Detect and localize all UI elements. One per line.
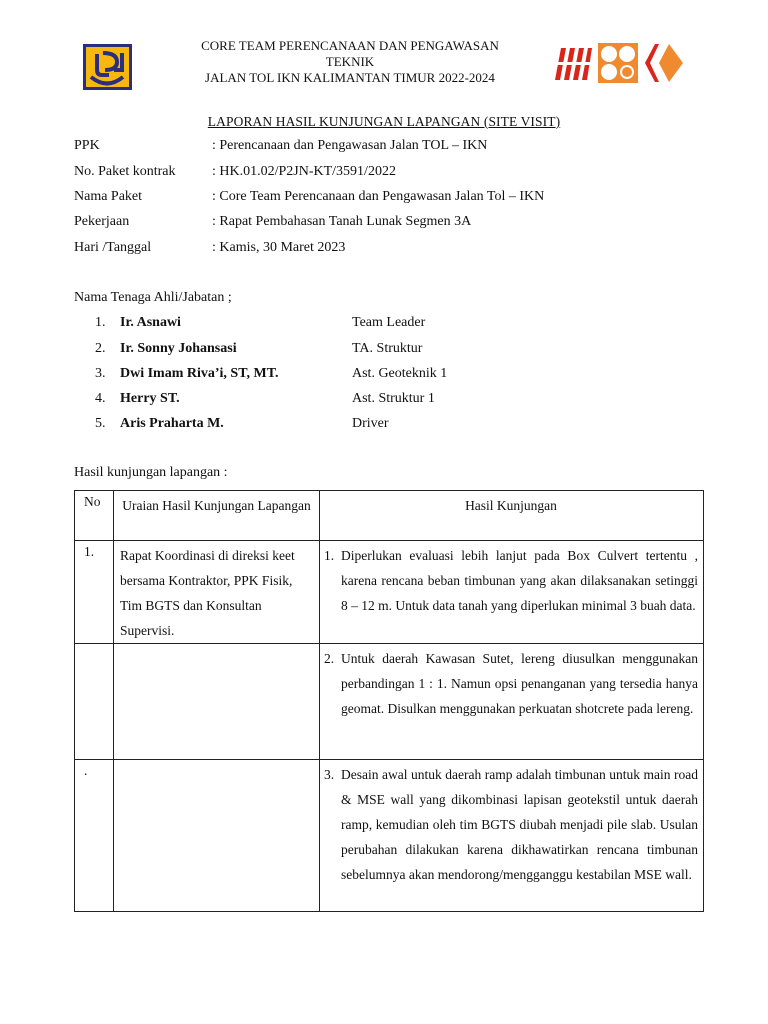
tenaga-role: Ast. Struktur 1 [352, 391, 435, 406]
tenaga-heading: Nama Tenaga Ahli/Jabatan ; [74, 290, 232, 305]
tenaga-name: Ir. Sonny Johansasi [120, 341, 237, 356]
row-hasil [320, 541, 704, 644]
tenaga-name: Herry ST. [120, 391, 180, 406]
tenaga-name: Dwi Imam Riva’i, ST, MT. [120, 366, 279, 381]
tenaga-role: Ast. Geoteknik 1 [352, 366, 448, 381]
table-row [75, 760, 704, 912]
column-header-hasil: Hasil Kunjungan [320, 491, 704, 541]
row-hasil [320, 760, 704, 912]
company-logo-stripes [553, 44, 593, 82]
pupr-logo [83, 44, 132, 90]
tenaga-role: Team Leader [352, 315, 426, 330]
row-uraian [114, 760, 320, 912]
row-no: . [75, 760, 114, 912]
row-no [75, 644, 114, 760]
item-number: 3. [324, 767, 335, 782]
table-row [75, 644, 704, 760]
tenaga-name: Aris Praharta M. [120, 416, 224, 431]
tenaga-number: 5. [95, 416, 106, 431]
info-value-pekerjaan: : Rapat Pembahasan Tanah Lunak Segmen 3A [212, 214, 472, 229]
tenaga-number: 2. [95, 341, 106, 356]
header-line-2: TEKNIK [325, 54, 375, 69]
hasil-table [74, 490, 704, 912]
info-value-nama-paket: : Core Team Perencanaan dan Pengawasan Jalan Tol – IKN [212, 189, 545, 204]
info-label-ppk: PPK [74, 138, 100, 153]
tenaga-role: Driver [352, 416, 389, 431]
info-value-tanggal: : Kamis, 30 Maret 2023 [212, 240, 346, 255]
company-logo-arrows [643, 42, 685, 84]
info-label-tanggal: Hari /Tanggal [74, 240, 152, 255]
table-row [75, 541, 704, 644]
item-number: 1. [324, 548, 335, 563]
header-line-3: JALAN TOL IKN KALIMANTAN TIMUR 2022-2024 [205, 70, 495, 85]
info-value-paket-kontrak: : HK.01.02/P2JN-KT/3591/2022 [212, 164, 396, 179]
info-label-nama-paket: Nama Paket [74, 189, 143, 204]
company-logo-circles [598, 43, 638, 83]
item-text: Desain awal untuk daerah ramp adalah timbunan untuk main road & MSE wall yang dikombinasi lapisan geotekstil untuk daerah ramp, kemudian oleh tim BGTS diubah menjadi pile slab. Usulan perubahan dilakukan karena dikhawatirkan rencana timbunan sebelumnya akan mendorong/mengganggu kestabilan MSE wall. [341, 767, 698, 882]
tenaga-number: 3. [95, 366, 106, 381]
tenaga-number: 4. [95, 391, 106, 406]
row-uraian [114, 644, 320, 760]
tenaga-number: 1. [95, 315, 106, 330]
info-label-paket-kontrak: No. Paket kontrak [74, 164, 176, 179]
tenaga-role: TA. Struktur [352, 341, 423, 356]
header-line-1: CORE TEAM PERENCANAAN DAN PENGAWASAN [201, 38, 499, 53]
row-hasil [320, 644, 704, 760]
row-uraian: Rapat Koordinasi di direksi keet bersama Kontraktor, PPK Fisik, Tim BGTS dan Konsultan Supervisi. [114, 541, 320, 644]
info-value-ppk: : Perencanaan dan Pengawasan Jalan TOL – IKN [212, 138, 488, 153]
table-header-row [75, 491, 704, 541]
column-header-no: No [75, 491, 114, 541]
column-header-uraian: Uraian Hasil Kunjungan Lapangan [114, 491, 320, 541]
item-number: 2. [324, 651, 335, 666]
item-text: Diperlukan evaluasi lebih lanjut pada Box Culvert tertentu , karena rencana beban timbunan yang akan dilaksanakan setinggi 8 – 12 m. Untuk data tanah yang diperlukan minimal 3 buah data. [341, 548, 698, 613]
hasil-heading: Hasil kunjungan lapangan : [74, 465, 228, 480]
info-label-pekerjaan: Pekerjaan [74, 214, 130, 229]
report-title: LAPORAN HASIL KUNJUNGAN LAPANGAN (SITE VISIT) [207, 114, 561, 129]
item-text: Untuk daerah Kawasan Sutet, lereng diusulkan menggunakan perbandingan 1 : 1. Namun opsi penanganan yang tersedia hanya geomat. Disulkan menggunakan perkuatan shotcrete pada lereng. [341, 651, 698, 716]
tenaga-name: Ir. Asnawi [120, 315, 181, 330]
row-no: 1. [75, 541, 114, 644]
